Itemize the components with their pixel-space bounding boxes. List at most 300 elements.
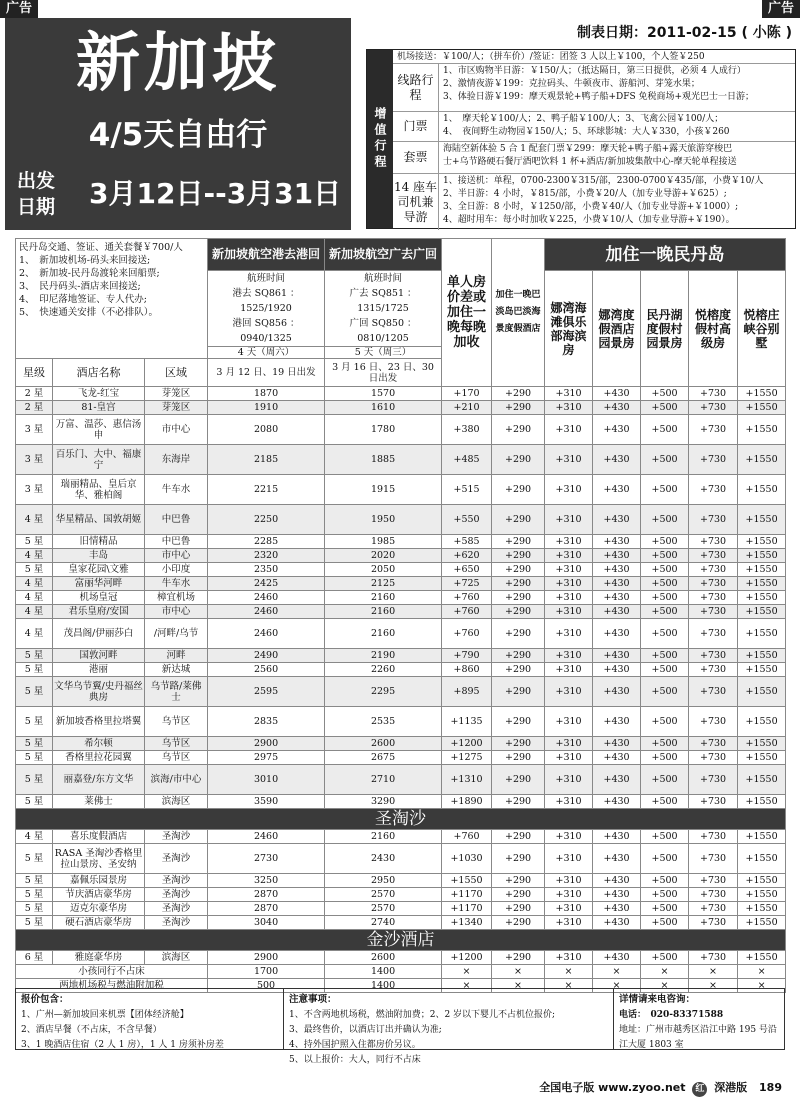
cell-resort-3: +730 [689, 874, 738, 888]
cell-single-supplement: +895 [442, 677, 492, 707]
airline1-dates: 3 月 12 日、19 日出发 [208, 359, 325, 387]
cell-star: 2 星 [16, 387, 53, 401]
cell-airline2-price: 2570 [325, 888, 442, 902]
cell-resort-2: +500 [641, 577, 689, 591]
departure-date-label: 出发日期 [17, 170, 56, 218]
bintan-info-line: 4、 印尼落地签证、专人代办; [19, 294, 147, 305]
cell-single-supplement: +585 [442, 535, 492, 549]
extra-child-label: 小孩同行不占床 [16, 965, 208, 979]
airline1-back: 港回 SQ856 ：0940/1325 [232, 318, 300, 344]
cell-area: 中巴鲁 [145, 505, 208, 535]
cell-single-supplement: +860 [442, 663, 492, 677]
cell-resort-1: +430 [593, 951, 641, 965]
table-row [16, 591, 786, 605]
cell-resort-1: +430 [593, 663, 641, 677]
cell-resort-3: +730 [689, 663, 738, 677]
cell-resort-4: +1550 [738, 874, 786, 888]
table-row [16, 916, 786, 930]
cell-single-supplement: +790 [442, 649, 492, 663]
cell-airline1-price: 2490 [208, 649, 325, 663]
table-row [16, 535, 786, 549]
cell-resort-0: +310 [545, 535, 593, 549]
cell-resort-4: +1550 [738, 677, 786, 707]
airline1-name: 新加坡航空港去港回 [208, 239, 325, 271]
cell-resort-2: +500 [641, 663, 689, 677]
cell-star: 5 星 [16, 902, 53, 916]
cell-hotel: 茂昌阁/伊丽莎白 [53, 619, 145, 649]
cell-batam: +290 [492, 475, 545, 505]
hero-subtitle: 4/5天自由行 [88, 117, 268, 153]
include-title: 报价包含： [21, 994, 69, 1005]
cell-airline2-price: 2260 [325, 663, 442, 677]
cell-hotel: 81-皇宫 [53, 401, 145, 415]
cell-resort-0: +310 [545, 677, 593, 707]
cell-area: 新达城 [145, 663, 208, 677]
cell-resort-0: +310 [545, 902, 593, 916]
table-row [16, 505, 786, 535]
cell-airline1-price: 2900 [208, 951, 325, 965]
cell-resort-1: +430 [593, 707, 641, 737]
cell-single-supplement: +1170 [442, 888, 492, 902]
bintan-package-info [16, 239, 208, 359]
extra-child-v2: 1400 [325, 965, 442, 979]
cell-resort-2: +500 [641, 535, 689, 549]
airline2-dates: 3 月 16 日、23 日、30 日出发 [325, 359, 442, 387]
cell-area: 芽笼区 [145, 387, 208, 401]
cell-star: 4 星 [16, 505, 53, 535]
addon-row-line: 1、市区购物半日游：￥150/人；（抵达隔日，第三日提供，必须 4 人成行） [443, 66, 746, 76]
cell-area: 牛车水 [145, 475, 208, 505]
cell-hotel: 富丽华河畔 [53, 577, 145, 591]
cell-batam: +290 [492, 888, 545, 902]
airline1-go: 港去 SQ861 ：1525/1920 [232, 288, 300, 314]
cell-resort-2: +500 [641, 387, 689, 401]
cell-resort-3: +730 [689, 401, 738, 415]
cell-resort-4: +1550 [738, 591, 786, 605]
cell-resort-3: +730 [689, 844, 738, 874]
cell-area: 圣淘沙 [145, 830, 208, 844]
extra-tax-na: × [492, 979, 545, 993]
cell-resort-4: +1550 [738, 707, 786, 737]
cell-resort-0: +310 [545, 844, 593, 874]
cell-resort-3: +730 [689, 765, 738, 795]
cell-resort-0: +310 [545, 563, 593, 577]
cell-airline1-price: 2460 [208, 605, 325, 619]
cell-airline2-price: 2740 [325, 916, 442, 930]
cell-single-supplement: +1310 [442, 765, 492, 795]
resort-header-4: 悦榕庄峡谷别墅 [738, 271, 786, 387]
cell-area: 芽笼区 [145, 401, 208, 415]
addon-top-row: 机场接送：￥100/人；（拼车价）/签证：团签 3 人以上￥100，个人签￥250 [393, 50, 795, 64]
made-date: 制表日期：2011-02-15 ( 小陈 ) [577, 25, 792, 41]
cell-airline2-price: 2600 [325, 737, 442, 751]
extra-tax-na: × [545, 979, 593, 993]
cell-hotel: RASA 圣淘沙香格里拉山景房、圣安纳 [53, 844, 145, 874]
cell-resort-1: +430 [593, 677, 641, 707]
bintan-info-line: 2、 新加坡-民丹岛渡轮来回船票; [19, 268, 160, 279]
cell-area: 河畔 [145, 649, 208, 663]
addon-row-content [439, 64, 795, 111]
cell-airline1-price: 1910 [208, 401, 325, 415]
addon-row-content [439, 174, 795, 230]
cell-hotel: 皇家花园\文雅 [53, 563, 145, 577]
addon-row-label: 14 座车司机兼导游 [393, 174, 439, 230]
cell-airline2-price: 2950 [325, 874, 442, 888]
cell-airline1-price: 2460 [208, 591, 325, 605]
cell-resort-3: +730 [689, 475, 738, 505]
cell-resort-1: +430 [593, 916, 641, 930]
cell-single-supplement: +760 [442, 619, 492, 649]
airline1-flights [208, 271, 325, 347]
cell-resort-4: +1550 [738, 475, 786, 505]
cell-star: 5 星 [16, 677, 53, 707]
cell-resort-3: +730 [689, 549, 738, 563]
cell-airline2-price: 1570 [325, 387, 442, 401]
cell-resort-3: +730 [689, 619, 738, 649]
ad-tag-left: 广告 [0, 0, 38, 18]
cell-batam: +290 [492, 445, 545, 475]
cell-single-supplement: +1200 [442, 737, 492, 751]
cell-resort-3: +730 [689, 387, 738, 401]
cell-batam: +290 [492, 916, 545, 930]
cell-batam: +290 [492, 619, 545, 649]
cell-hotel: 希尔顿 [53, 737, 145, 751]
addon-row-content [439, 112, 795, 141]
cell-resort-0: +310 [545, 765, 593, 795]
cell-resort-0: +310 [545, 605, 593, 619]
cell-resort-3: +730 [689, 605, 738, 619]
hong-badge-icon: 红 [692, 1082, 707, 1097]
cell-resort-2: +500 [641, 707, 689, 737]
addon-label: 增值行程 [367, 50, 393, 228]
cell-airline1-price: 2560 [208, 663, 325, 677]
cell-resort-3: +730 [689, 535, 738, 549]
cell-batam: +290 [492, 707, 545, 737]
cell-star: 5 星 [16, 563, 53, 577]
cell-resort-3: +730 [689, 795, 738, 809]
cell-area: 樟宜机场 [145, 591, 208, 605]
cell-area: 小印度 [145, 563, 208, 577]
extra-child-na: × [689, 965, 738, 979]
extra-child-na: × [442, 965, 492, 979]
cell-hotel: 港丽 [53, 663, 145, 677]
cell-single-supplement: +1135 [442, 707, 492, 737]
cell-resort-1: +430 [593, 888, 641, 902]
cell-airline1-price: 2870 [208, 902, 325, 916]
addon-row-line: 4、 夜间野生动物园￥150/人；5、环球影城：大人￥330，小孩￥260 [443, 127, 730, 137]
table-row [16, 475, 786, 505]
bintan-info-line: 3、 民丹码头-酒店来回接送; [19, 281, 141, 292]
cell-resort-3: +730 [689, 649, 738, 663]
cell-batam: +290 [492, 677, 545, 707]
notice-line: 3、最终售价，以酒店订出并确认为准; [289, 1025, 442, 1035]
cell-resort-1: +430 [593, 563, 641, 577]
footer-page: 189 [759, 1081, 782, 1094]
notes-box [15, 988, 785, 1065]
cell-hotel: 喜乐度假酒店 [53, 830, 145, 844]
airline1-time-label: 航班时间 [247, 273, 286, 284]
cell-single-supplement: +1550 [442, 874, 492, 888]
cell-resort-3: +730 [689, 577, 738, 591]
cell-airline2-price: 1885 [325, 445, 442, 475]
cell-resort-2: +500 [641, 445, 689, 475]
hero-banner [5, 18, 351, 230]
cell-resort-3: +730 [689, 415, 738, 445]
cell-airline2-price: 2160 [325, 591, 442, 605]
cell-resort-1: +430 [593, 605, 641, 619]
cell-airline1-price: 2900 [208, 737, 325, 751]
cell-resort-4: +1550 [738, 663, 786, 677]
section-row [16, 930, 786, 951]
cell-batam: +290 [492, 751, 545, 765]
cell-area: 中巴鲁 [145, 535, 208, 549]
resort-header-2: 民丹湖度假村园景房 [641, 271, 689, 387]
notice-notes [284, 989, 614, 1065]
cell-single-supplement: +1340 [442, 916, 492, 930]
addon-row-line: 3、体验日游￥199：摩天观景轮+鸭子船+DFS 免税商场+观光巴士一日游； [443, 92, 755, 102]
table-row [16, 549, 786, 563]
addon-row-line: 1、接送机：单程，0700-2300￥315/部，2300-0700￥435/部，小费￥10/人 [443, 176, 764, 186]
include-line: 1、广州—新加坡回来机票【团体经济舱】 [21, 1010, 189, 1020]
table-row [16, 874, 786, 888]
cell-hotel: 飞龙-红宝 [53, 387, 145, 401]
cell-airline1-price: 2460 [208, 619, 325, 649]
cell-resort-1: +430 [593, 549, 641, 563]
cell-airline2-price: 2125 [325, 577, 442, 591]
cell-airline1-price: 2425 [208, 577, 325, 591]
cell-area: 圣淘沙 [145, 844, 208, 874]
cell-hotel: 新加坡香格里拉塔翼 [53, 707, 145, 737]
cell-airline2-price: 2160 [325, 830, 442, 844]
cell-hotel: 华星精品、国敦胡姬 [53, 505, 145, 535]
cell-airline2-price: 2430 [325, 844, 442, 874]
cell-batam: +290 [492, 902, 545, 916]
include-line: 2、酒店早餐（不占床，不含早餐） [21, 1025, 162, 1035]
cell-resort-2: +500 [641, 765, 689, 795]
cell-resort-1: +430 [593, 535, 641, 549]
table-row [16, 563, 786, 577]
cell-resort-2: +500 [641, 401, 689, 415]
cell-single-supplement: +485 [442, 445, 492, 475]
cell-resort-0: +310 [545, 649, 593, 663]
cell-resort-2: +500 [641, 844, 689, 874]
cell-resort-3: +730 [689, 737, 738, 751]
addon-row-line: 士+乌节路硬石餐厅酒吧饮料 1 杯+酒店/新加坡集散中心-摩天轮单程接送 [443, 157, 737, 167]
cell-resort-1: +430 [593, 649, 641, 663]
contact-notes [614, 989, 784, 1049]
cell-area: 东海岸 [145, 445, 208, 475]
cell-resort-0: +310 [545, 387, 593, 401]
cell-airline1-price: 2215 [208, 475, 325, 505]
cell-single-supplement: +210 [442, 401, 492, 415]
cell-resort-4: +1550 [738, 535, 786, 549]
cell-airline2-price: 2535 [325, 707, 442, 737]
cell-star: 5 星 [16, 535, 53, 549]
notice-line: 1、不含两地机场税，燃油附加费；2、2 岁以下婴儿不占机位报价; [289, 1010, 556, 1020]
cell-resort-1: +430 [593, 874, 641, 888]
cell-resort-0: +310 [545, 874, 593, 888]
cell-hotel: 百乐门、大中、福康宁 [53, 445, 145, 475]
cell-hotel: 莱佛士 [53, 795, 145, 809]
cell-resort-0: +310 [545, 445, 593, 475]
airline2-days: 5 天（周三） [325, 347, 442, 359]
cell-resort-4: +1550 [738, 445, 786, 475]
include-notes [16, 989, 284, 1049]
cell-batam: +290 [492, 563, 545, 577]
cell-batam: +290 [492, 737, 545, 751]
cell-single-supplement: +1030 [442, 844, 492, 874]
cell-star: 4 星 [16, 591, 53, 605]
cell-area: 牛车水 [145, 577, 208, 591]
cell-resort-4: +1550 [738, 549, 786, 563]
cell-resort-3: +730 [689, 951, 738, 965]
cell-star: 6 星 [16, 951, 53, 965]
cell-airline1-price: 2320 [208, 549, 325, 563]
cell-resort-3: +730 [689, 751, 738, 765]
cell-single-supplement: +760 [442, 591, 492, 605]
cell-resort-1: +430 [593, 387, 641, 401]
cell-star: 4 星 [16, 605, 53, 619]
cell-hotel: 香格里拉花园翼 [53, 751, 145, 765]
cell-airline2-price: 2160 [325, 619, 442, 649]
cell-airline1-price: 2975 [208, 751, 325, 765]
cell-single-supplement: +760 [442, 830, 492, 844]
cell-area: 乌节区 [145, 751, 208, 765]
cell-resort-4: +1550 [738, 795, 786, 809]
cell-hotel: 嘉佩乐园景房 [53, 874, 145, 888]
table-row [16, 663, 786, 677]
cell-batam: +290 [492, 577, 545, 591]
resort-header-3: 悦榕度假村高级房 [689, 271, 738, 387]
table-row [16, 605, 786, 619]
table-row [16, 902, 786, 916]
cell-resort-1: +430 [593, 475, 641, 505]
cell-single-supplement: +725 [442, 577, 492, 591]
cell-resort-2: +500 [641, 549, 689, 563]
cell-resort-2: +500 [641, 737, 689, 751]
cell-airline1-price: 2080 [208, 415, 325, 445]
cell-hotel: 旧情精品 [53, 535, 145, 549]
table-row [16, 677, 786, 707]
cell-resort-3: +730 [689, 445, 738, 475]
cell-resort-4: +1550 [738, 951, 786, 965]
addon-row-label: 线路行程 [393, 64, 439, 111]
cell-resort-4: +1550 [738, 916, 786, 930]
cell-resort-1: +430 [593, 795, 641, 809]
cell-resort-0: +310 [545, 415, 593, 445]
extra-child-na: × [593, 965, 641, 979]
airline2-go: 广去 SQ851 ：1315/1725 [349, 288, 417, 314]
cell-airline1-price: 2250 [208, 505, 325, 535]
extra-row-child [16, 965, 786, 979]
cell-resort-4: +1550 [738, 387, 786, 401]
table-row [16, 951, 786, 965]
table-row [16, 737, 786, 751]
addon-row-line: 3、全日游：8 小时，￥1250/部，小费￥40/人（加专业导游+￥1000）; [443, 202, 739, 212]
resort-header-1: 娜湾度假酒店园景房 [593, 271, 641, 387]
section-marina-bay-sands: 金沙酒店 [16, 930, 786, 951]
cell-area: 市中心 [145, 605, 208, 619]
table-row [16, 751, 786, 765]
extra-tax-v1: 500 [208, 979, 325, 993]
cell-resort-2: +500 [641, 605, 689, 619]
extra-tax-v2: 1400 [325, 979, 442, 993]
cell-star: 5 星 [16, 916, 53, 930]
bintan-info-line: 5、 快速通关安排（不必排队）。 [19, 307, 159, 318]
cell-single-supplement: +1200 [442, 951, 492, 965]
cell-area: 乌节区 [145, 707, 208, 737]
cell-airline2-price: 3290 [325, 795, 442, 809]
cell-star: 4 星 [16, 549, 53, 563]
cell-hotel: 万富、温莎、惠信汤申 [53, 415, 145, 445]
extra-tax-na: × [593, 979, 641, 993]
table-row [16, 577, 786, 591]
cell-batam: +290 [492, 649, 545, 663]
cell-airline1-price: 3010 [208, 765, 325, 795]
cell-resort-2: +500 [641, 795, 689, 809]
cell-resort-2: +500 [641, 505, 689, 535]
table-row [16, 619, 786, 649]
cell-star: 2 星 [16, 401, 53, 415]
cell-batam: +290 [492, 591, 545, 605]
cell-resort-1: +430 [593, 765, 641, 795]
addon-rows [393, 50, 795, 228]
cell-resort-1: +430 [593, 591, 641, 605]
cell-airline2-price: 2675 [325, 751, 442, 765]
cell-resort-2: +500 [641, 649, 689, 663]
col-area: 区域 [145, 359, 208, 387]
section-sentosa: 圣淘沙 [16, 809, 786, 830]
cell-hotel: 丽嘉登/东方文华 [53, 765, 145, 795]
cell-area: 市中心 [145, 415, 208, 445]
col-hotel: 酒店名称 [53, 359, 145, 387]
cell-hotel: 丰岛 [53, 549, 145, 563]
cell-resort-4: +1550 [738, 649, 786, 663]
bintan-info-line: 1、 新加坡机场-码头来回接送; [19, 255, 151, 266]
cell-airline2-price: 1915 [325, 475, 442, 505]
notice-line: 4、持外国护照入住都房价另议。 [289, 1040, 421, 1050]
include-line: 3、1 晚酒店住宿（2 人 1 房），1 人 1 房须补房差 [21, 1040, 224, 1050]
cell-resort-2: +500 [641, 888, 689, 902]
cell-resort-0: +310 [545, 707, 593, 737]
cell-resort-4: +1550 [738, 830, 786, 844]
cell-resort-0: +310 [545, 591, 593, 605]
cell-resort-1: +430 [593, 844, 641, 874]
cell-resort-1: +430 [593, 401, 641, 415]
addon-row-line: 1、 摩天轮￥100/人；2、鸭子船￥100/人；3、飞禽公园￥100/人； [443, 114, 724, 124]
cell-star: 5 星 [16, 795, 53, 809]
cell-resort-4: +1550 [738, 605, 786, 619]
cell-resort-2: +500 [641, 902, 689, 916]
cell-single-supplement: +380 [442, 415, 492, 445]
cell-area: /河畔/乌节 [145, 619, 208, 649]
cell-resort-2: +500 [641, 475, 689, 505]
cell-star: 5 星 [16, 888, 53, 902]
cell-hotel: 君乐皇府/安国 [53, 605, 145, 619]
cell-resort-0: +310 [545, 795, 593, 809]
footer-site[interactable]: 全国电子版 www.zyoo.net [539, 1081, 686, 1094]
cell-resort-3: +730 [689, 830, 738, 844]
cell-resort-3: +730 [689, 677, 738, 707]
cell-resort-0: +310 [545, 663, 593, 677]
cell-area: 圣淘沙 [145, 874, 208, 888]
extra-tax-na: × [738, 979, 786, 993]
cell-star: 5 星 [16, 737, 53, 751]
cell-resort-1: +430 [593, 415, 641, 445]
extra-tax-na: × [689, 979, 738, 993]
cell-resort-0: +310 [545, 830, 593, 844]
airline2-time-label: 航班时间 [364, 273, 403, 284]
